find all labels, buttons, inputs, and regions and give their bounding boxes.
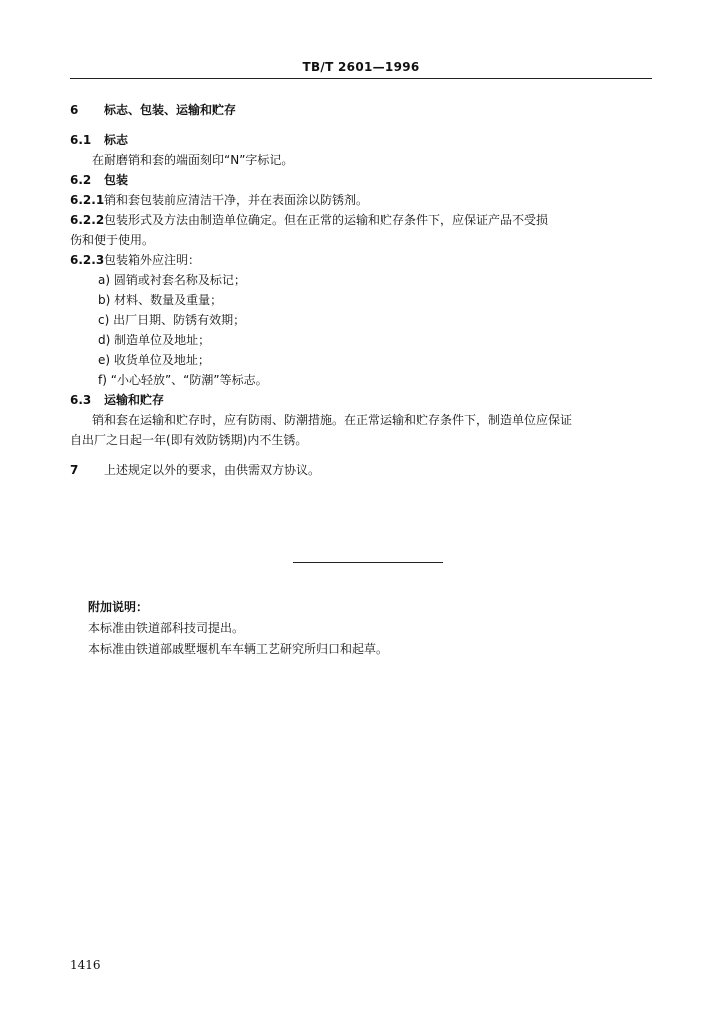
section-text: 上述规定以外的要求，由供需双方协议。 — [104, 463, 321, 477]
section-title: 运输和贮存 — [104, 393, 165, 407]
section-6-3-text: 销和套在运输和贮存时，应有防雨、防潮措施。在正常运输和贮存条件下，制造单位应保证 — [92, 413, 573, 427]
section-title: 标志、包装、运输和贮存 — [104, 103, 237, 117]
list-item: c) 出厂日期、防锈有效期； — [98, 313, 246, 327]
section-6-2-1 — [70, 190, 670, 210]
section-6-heading — [70, 100, 670, 120]
section-number: 6.1 — [70, 133, 92, 147]
section-6-2-heading — [70, 170, 670, 190]
list-item: e) 收货单位及地址； — [98, 353, 210, 367]
document-body — [70, 100, 670, 480]
page-number: 1416 — [70, 958, 101, 972]
section-number: 7 — [70, 463, 79, 477]
section-6-3-heading — [70, 390, 670, 410]
section-text: 包装箱外应注明： — [104, 253, 201, 267]
section-title: 包装 — [104, 173, 129, 187]
section-number: 6.3 — [70, 393, 92, 407]
section-7 — [70, 460, 670, 480]
section-number: 6.2.2 — [70, 213, 105, 227]
section-number: 6.2.1 — [70, 193, 105, 207]
section-6-1-heading — [70, 130, 670, 150]
header-rule — [70, 78, 652, 79]
section-number: 6.2 — [70, 173, 92, 187]
list-item: b) 材料、数量及重量； — [98, 293, 223, 307]
section-text: 包装形式及方法由制造单位确定。但在正常的运输和贮存条件下，应保证产品不受损 — [104, 213, 549, 227]
notes-line: 本标准由铁道部科技司提出。 — [88, 621, 245, 635]
section-6-2-2-continued: 伤和便于使用。 — [70, 233, 155, 247]
notes-heading: 附加说明： — [88, 600, 149, 614]
additional-notes — [88, 597, 648, 660]
notes-line: 本标准由铁道部戚墅堰机车车辆工艺研究所归口和起草。 — [88, 642, 389, 656]
page-header: TB/T 2601—1996 — [302, 60, 420, 74]
section-number: 6.2.3 — [70, 253, 105, 267]
section-6-1-text: 在耐磨销和套的端面刻印“N”字标记。 — [92, 153, 294, 167]
list-item: d) 制造单位及地址； — [98, 333, 211, 347]
list-item: f) “小心轻放”、“防潮”等标志。 — [98, 373, 268, 387]
section-text: 销和套包装前应清洁干净，并在表面涂以防锈剂。 — [104, 193, 369, 207]
end-rule — [293, 562, 443, 563]
section-6-2-3 — [70, 250, 670, 270]
section-number: 6 — [70, 103, 79, 117]
list-item: a) 圆销或衬套名称及标记； — [98, 273, 246, 287]
section-title: 标志 — [104, 133, 129, 147]
section-6-3-text-continued: 自出厂之日起一年(即有效防锈期)内不生锈。 — [70, 433, 308, 447]
section-6-2-2 — [70, 210, 670, 230]
